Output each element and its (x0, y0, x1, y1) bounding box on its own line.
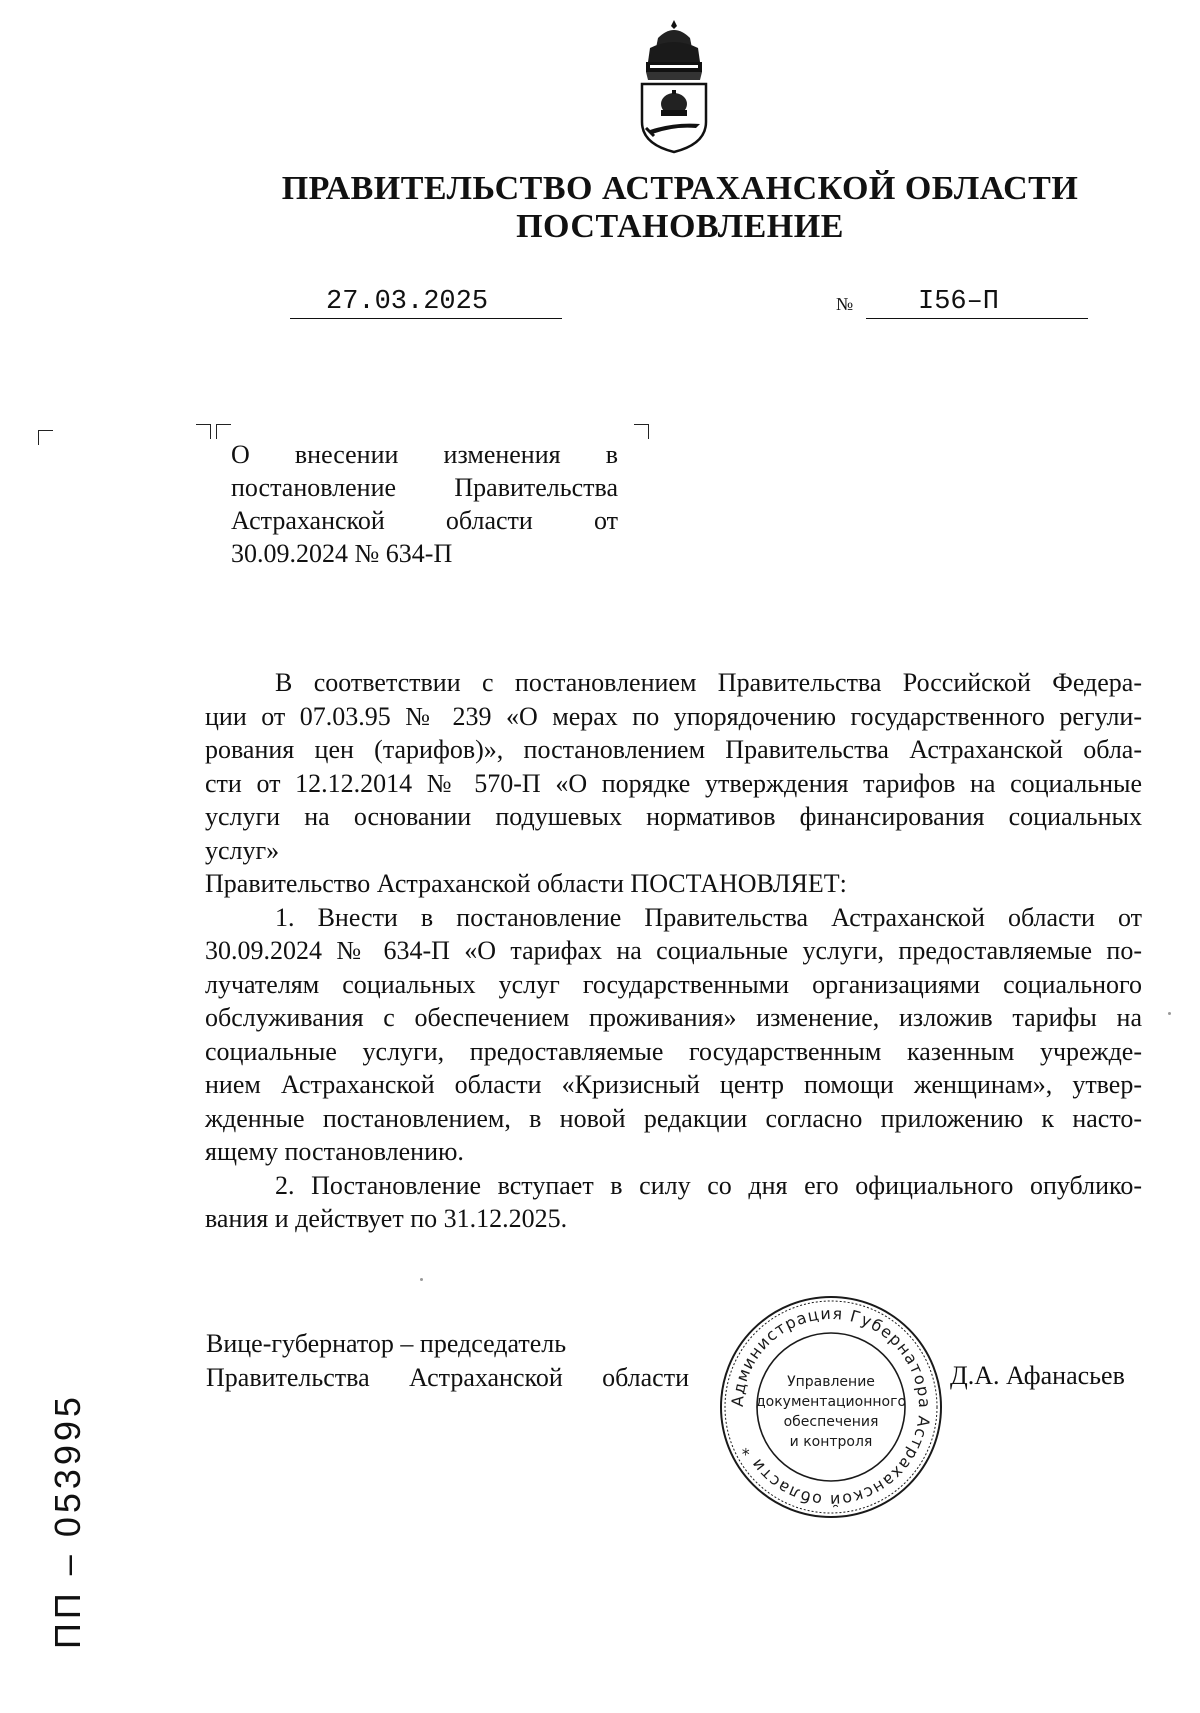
subject-corner-mark-tr-1 (196, 424, 211, 439)
stamp-center-line: Управление (787, 1374, 875, 1390)
body-line: нием Астраханской области «Кризисный центр помощи женщинам», утвер- (205, 1070, 1142, 1099)
body-line: сти от 12.12.2014 № 570-П «О порядке утверждения тарифов на социальные (205, 768, 1142, 798)
document-date: 27.03.2025 (326, 287, 489, 317)
signatory-title-line: Вице-губернатор – председатель (206, 1329, 567, 1358)
subject-line: постановление Правительства (231, 473, 618, 502)
stamp-center-line: обеспечения (783, 1414, 879, 1430)
margin-serial-code (38, 1370, 98, 1690)
left-corner-mark (38, 430, 53, 445)
body-line: услуг» (205, 835, 280, 865)
document-subject (231, 438, 618, 570)
body-line: 1. Внести в постановление Правительства Астраханской области от (275, 902, 1142, 932)
margin-serial-text: ПП – 053995 (47, 1393, 88, 1649)
stamp-center-line: и контроля (789, 1434, 873, 1450)
document-body (205, 666, 1142, 1236)
signatory-title-line: Правительства Астраханской области (206, 1363, 689, 1392)
resolution-clause: Правительство Астраханской области ПОСТАНОВЛЯЕТ: (205, 869, 847, 898)
signatory-title (206, 1327, 689, 1395)
body-line: ящему постановлению. (205, 1137, 464, 1166)
number-sign: № (836, 294, 854, 314)
body-line: жденные постановлением, в новой редакции согласно приложению к насто- (205, 1103, 1142, 1133)
coat-of-arms-emblem (636, 18, 712, 154)
body-line: обслуживания с обеспечением проживания» изменение, изложив тарифы на (205, 1003, 1142, 1032)
body-line: 30.09.2024 № 634-П «О тарифах на социальные услуги, предоставляемые по- (205, 936, 1142, 965)
date-underline (290, 318, 562, 319)
body-line: лучателям социальных услуг государственными организациями социального (205, 969, 1142, 999)
body-line: В соответствии с постановлением Правительства Российской Федера- (275, 668, 1142, 697)
subject-line: О внесении изменения в (231, 440, 618, 469)
official-stamp (716, 1292, 946, 1522)
government-title: ПРАВИТЕЛЬСТВО АСТРАХАНСКОЙ ОБЛАСТИ (281, 170, 1079, 207)
document-number: I56–П (918, 287, 1000, 317)
stamp-center-line: документационного (755, 1394, 907, 1410)
scan-speck (420, 1278, 423, 1281)
subject-corner-mark-tr-2 (634, 424, 649, 439)
scan-speck (1168, 1012, 1171, 1015)
body-line: 2. Постановление вступает в силу со дня его официального опублико- (275, 1170, 1142, 1200)
body-line: социальные услуги, предоставляемые государственным казенным учрежде- (205, 1036, 1142, 1066)
number-underline (866, 318, 1088, 319)
signatory-name: Д.А. Афанасьев (950, 1361, 1125, 1390)
body-line: рования цен (тарифов)», постановлением Правительства Астраханской обла- (205, 735, 1142, 764)
subject-line: 30.09.2024 № 634-П (231, 539, 453, 568)
body-line: ции от 07.03.95 № 239 «О мерах по упорядочению государственного регули- (205, 701, 1142, 731)
body-line: услуги на основании подушевых нормативов финансирования социальных (205, 802, 1142, 831)
body-line: вания и действует по 31.12.2025. (205, 1204, 568, 1233)
stamp-ring-text: Администрация Губернатора Астраханской области * (727, 1303, 935, 1511)
subject-corner-mark-tl (216, 424, 231, 439)
subject-line: Астраханской области от (231, 506, 618, 535)
document-type-title: ПОСТАНОВЛЕНИЕ (516, 208, 844, 245)
